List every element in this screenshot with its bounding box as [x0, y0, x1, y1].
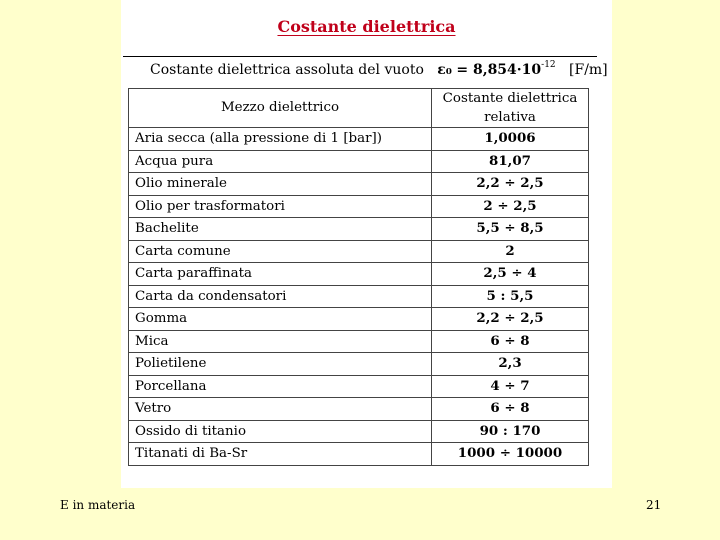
medium-cell: Porcellana — [129, 375, 432, 398]
table-row — [129, 218, 589, 241]
medium-cell: Olio minerale — [129, 173, 432, 196]
dielectric-table — [128, 88, 589, 466]
relative-constant-cell: 5 : 5,5 — [432, 285, 589, 308]
table-row — [129, 128, 589, 151]
footer-section-label: E in materia — [60, 498, 136, 512]
medium-cell: Carta da condensatori — [129, 285, 432, 308]
vacuum-value: = 8,854·10 — [456, 62, 542, 78]
relative-constant-cell: 5,5 ÷ 8,5 — [432, 218, 589, 241]
medium-cell: Acqua pura — [129, 150, 432, 173]
vacuum-label: Costante dielettrica assoluta del vuoto — [150, 62, 424, 78]
relative-constant-cell: 90 : 170 — [432, 420, 589, 443]
divider — [123, 56, 597, 57]
medium-cell: Mica — [129, 330, 432, 353]
relative-constant-cell: 1000 ÷ 10000 — [432, 443, 589, 466]
relative-constant-cell: 2,3 — [432, 353, 589, 376]
table-row — [129, 443, 589, 466]
medium-cell: Olio per trasformatori — [129, 195, 432, 218]
medium-cell: Aria secca (alla pressione di 1 [bar]) — [129, 128, 432, 151]
relative-constant-cell: 2,5 ÷ 4 — [432, 263, 589, 286]
vacuum-unit: [F/m] — [569, 62, 608, 78]
table-row — [129, 240, 589, 263]
table-row — [129, 420, 589, 443]
vacuum-permittivity — [150, 60, 608, 78]
vacuum-exponent: -12 — [541, 60, 556, 70]
slide-content — [121, 0, 612, 488]
medium-cell: Bachelite — [129, 218, 432, 241]
table-row — [129, 353, 589, 376]
table-row — [129, 285, 589, 308]
medium-cell: Vetro — [129, 398, 432, 421]
medium-cell: Gomma — [129, 308, 432, 331]
relative-constant-cell: 2,2 ÷ 2,5 — [432, 173, 589, 196]
relative-constant-cell: 2 — [432, 240, 589, 263]
medium-cell: Carta comune — [129, 240, 432, 263]
relative-constant-cell: 6 ÷ 8 — [432, 330, 589, 353]
relative-constant-cell: 81,07 — [432, 150, 589, 173]
relative-constant-cell: 2 ÷ 2,5 — [432, 195, 589, 218]
medium-cell: Carta paraffinata — [129, 263, 432, 286]
header-relative-constant: Costante dielettrica relativa — [432, 89, 589, 128]
relative-constant-cell: 2,2 ÷ 2,5 — [432, 308, 589, 331]
relative-constant-cell: 4 ÷ 7 — [432, 375, 589, 398]
vacuum-symbol: ε₀ — [437, 62, 452, 78]
table-row — [129, 398, 589, 421]
medium-cell: Polietilene — [129, 353, 432, 376]
table-row — [129, 195, 589, 218]
page-number: 21 — [646, 498, 662, 512]
table-row — [129, 330, 589, 353]
table-row — [129, 308, 589, 331]
medium-cell: Ossido di titanio — [129, 420, 432, 443]
relative-constant-cell: 6 ÷ 8 — [432, 398, 589, 421]
medium-cell: Titanati di Ba-Sr — [129, 443, 432, 466]
table-row — [129, 375, 589, 398]
slide-title: Costante dielettrica — [277, 17, 456, 36]
relative-constant-cell: 1,0006 — [432, 128, 589, 151]
table-row — [129, 263, 589, 286]
header-medium: Mezzo dielettrico — [129, 89, 432, 128]
table-row — [129, 150, 589, 173]
table-row — [129, 173, 589, 196]
table-header-row — [129, 89, 589, 128]
